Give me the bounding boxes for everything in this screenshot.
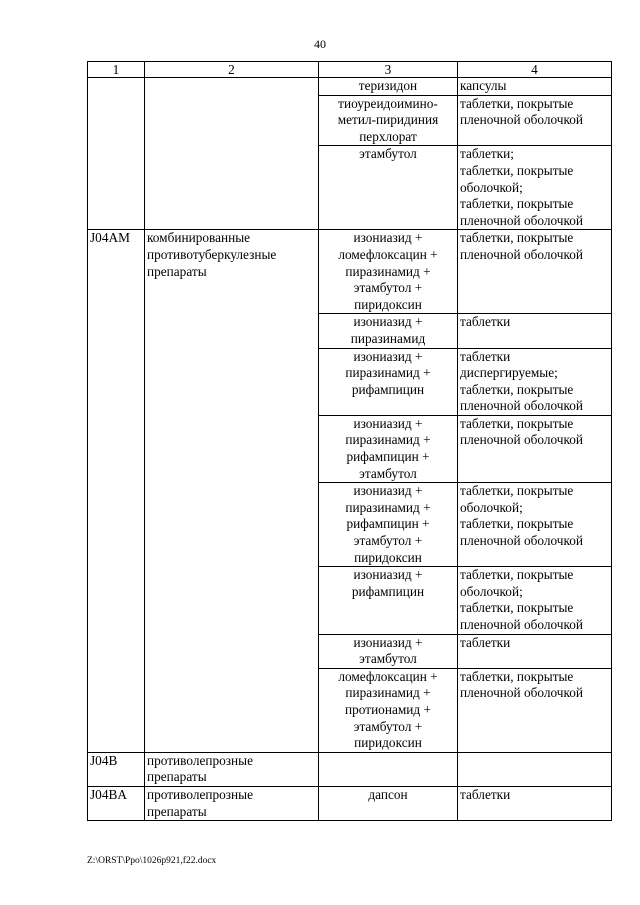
- dosage-form-cell: таблетки, покрытые оболочкой; таблетки, покрытые пленочной оболочкой: [458, 483, 612, 567]
- inn-cell: изониазид + рифампицин: [319, 567, 458, 634]
- dosage-form-cell: таблетки, покрытые пленочной оболочкой: [458, 668, 612, 752]
- inn-cell: теризидон: [319, 78, 458, 96]
- column-header-3: 3: [319, 62, 458, 78]
- inn-cell: изониазид + пиразинамид + рифампицин: [319, 348, 458, 415]
- inn-cell: тиоуреидоимино- метил-пиридиния перхлорат: [319, 95, 458, 146]
- drug-table: [87, 61, 612, 821]
- inn-cell: изониазид + ломефлоксацин + пиразинамид + этамбутол + пиридоксин: [319, 230, 458, 314]
- column-header-4: 4: [458, 62, 612, 78]
- group-name-cell: [145, 78, 319, 230]
- atc-code-cell: [88, 78, 145, 230]
- column-header-2: 2: [145, 62, 319, 78]
- column-header-1: 1: [88, 62, 145, 78]
- inn-cell: этамбутол: [319, 146, 458, 230]
- group-name-cell: противолепрозные препараты: [145, 786, 319, 820]
- inn-cell: изониазид + этамбутол: [319, 634, 458, 668]
- atc-code-cell: J04AM: [88, 230, 145, 752]
- dosage-form-cell: таблетки: [458, 786, 612, 820]
- table-row: [88, 786, 612, 820]
- dosage-form-cell: [458, 752, 612, 786]
- footer-file-path: Z:\ORST\Ppo\1026p921,f22.docx: [87, 856, 217, 866]
- dosage-form-cell: таблетки, покрытые пленочной оболочкой: [458, 95, 612, 146]
- dosage-form-cell: таблетки: [458, 314, 612, 348]
- dosage-form-cell: таблетки, покрытые оболочкой; таблетки, покрытые пленочной оболочкой: [458, 567, 612, 634]
- table-header-row: [88, 62, 612, 78]
- dosage-form-cell: таблетки; таблетки, покрытые оболочкой; таблетки, покрытые пленочной оболочкой: [458, 146, 612, 230]
- table-row: [88, 752, 612, 786]
- atc-code-cell: J04BA: [88, 786, 145, 820]
- inn-cell: ломефлоксацин + пиразинамид + протионамид + этамбутол + пиридоксин: [319, 668, 458, 752]
- dosage-form-cell: таблетки: [458, 634, 612, 668]
- page-number: 40: [314, 37, 326, 51]
- dosage-form-cell: капсулы: [458, 78, 612, 96]
- inn-cell: дапсон: [319, 786, 458, 820]
- inn-cell: изониазид + пиразинамид + рифампицин + этамбутол: [319, 415, 458, 482]
- group-name-cell: комбинированные противотуберкулезные препараты: [145, 230, 319, 752]
- dosage-form-cell: таблетки, покрытые пленочной оболочкой: [458, 230, 612, 314]
- table-row: [88, 78, 612, 96]
- atc-code-cell: J04B: [88, 752, 145, 786]
- inn-cell: [319, 752, 458, 786]
- group-name-cell: противолепрозные препараты: [145, 752, 319, 786]
- dosage-form-cell: таблетки, покрытые пленочной оболочкой: [458, 415, 612, 482]
- table-row: [88, 230, 612, 314]
- dosage-form-cell: таблетки диспергируемые; таблетки, покрытые пленочной оболочкой: [458, 348, 612, 415]
- inn-cell: изониазид + пиразинамид + рифампицин + этамбутол + пиридоксин: [319, 483, 458, 567]
- inn-cell: изониазид + пиразинамид: [319, 314, 458, 348]
